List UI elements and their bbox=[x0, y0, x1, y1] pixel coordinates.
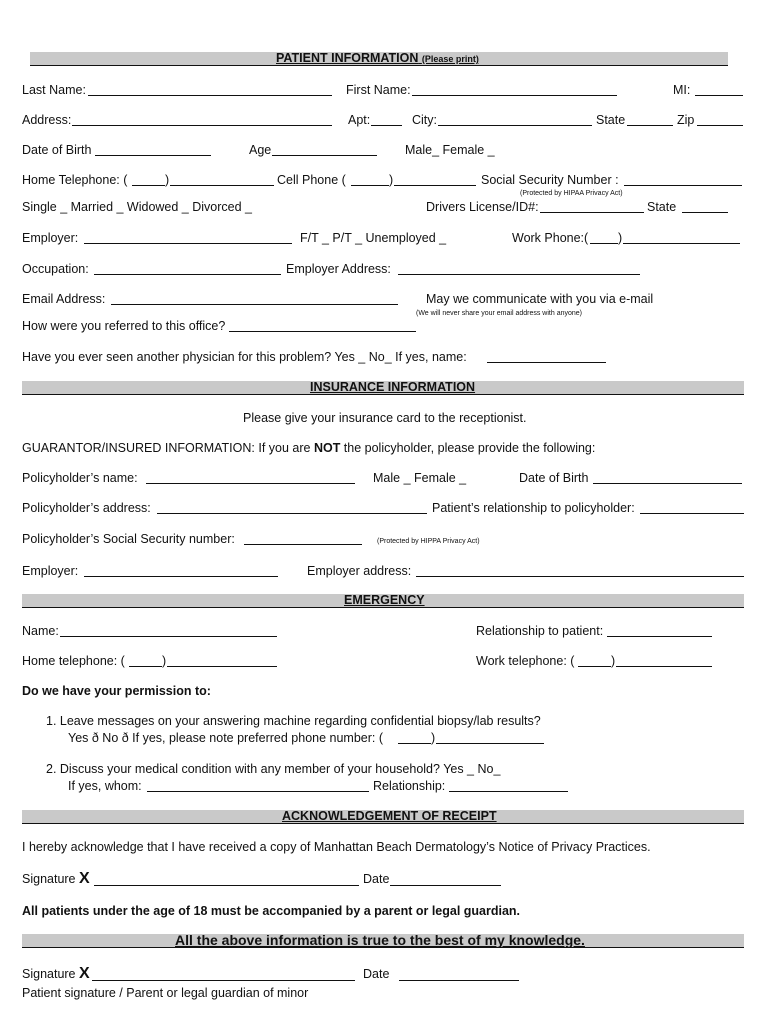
address-label: Address: bbox=[22, 113, 72, 127]
guarantor-text-a: GUARANTOR/INSURED INFORMATION: If you are bbox=[22, 441, 314, 455]
other-physician-name-field[interactable] bbox=[487, 362, 606, 363]
license-state-label: State bbox=[647, 200, 677, 214]
emergency-header: EMERGENCY bbox=[344, 593, 425, 607]
employment-status-options[interactable]: F/T _ P/T _ Unemployed _ bbox=[300, 231, 447, 245]
dob-label: Date of Birth bbox=[22, 143, 92, 157]
attestation-header: All the above information is true to the best of my knowledge. bbox=[175, 932, 585, 948]
home-telephone-field[interactable] bbox=[170, 185, 274, 186]
emergency-work-tel-field[interactable] bbox=[616, 666, 712, 667]
drivers-license-field[interactable] bbox=[540, 212, 644, 213]
employer-field[interactable] bbox=[84, 243, 292, 244]
policyholder-ssn-label: Policyholder’s Social Security number: bbox=[22, 532, 235, 546]
ack-date-label: Date bbox=[363, 872, 390, 886]
patient-info-title: PATIENT INFORMATION bbox=[276, 51, 419, 65]
policyholder-sex-options[interactable]: Male _ Female _ bbox=[373, 471, 467, 485]
paren-close: ) bbox=[618, 231, 623, 245]
preferred-phone-field[interactable] bbox=[436, 743, 544, 744]
home-telephone-label: Home Telephone: ( bbox=[22, 173, 128, 187]
apt-label: Apt: bbox=[348, 113, 371, 127]
license-state-field[interactable] bbox=[682, 212, 728, 213]
emergency-work-tel-area-code[interactable] bbox=[578, 666, 611, 667]
apt-field[interactable] bbox=[371, 125, 402, 126]
referral-field[interactable] bbox=[229, 331, 416, 332]
zip-field[interactable] bbox=[697, 125, 743, 126]
email-communication-question: May we communicate with you via e-mail bbox=[426, 292, 654, 306]
email-label: Email Address: bbox=[22, 292, 106, 306]
household-relationship-label: Relationship: bbox=[373, 779, 446, 793]
age-label: Age bbox=[249, 143, 272, 157]
work-phone-field[interactable] bbox=[623, 243, 740, 244]
paren-close: ) bbox=[431, 731, 436, 745]
ack-signature-x: X bbox=[79, 870, 90, 887]
emergency-work-tel-label: Work telephone: ( bbox=[476, 654, 575, 668]
ssn-label: Social Security Number : bbox=[481, 173, 619, 187]
final-date-label: Date bbox=[363, 967, 390, 981]
policyholder-ssn-field[interactable] bbox=[244, 544, 362, 545]
paren-close: ) bbox=[165, 173, 170, 187]
permission-heading: Do we have your permission to: bbox=[22, 684, 211, 698]
paren-close: ) bbox=[611, 654, 616, 668]
policyholder-address-field[interactable] bbox=[157, 513, 427, 514]
cell-phone-field[interactable] bbox=[394, 185, 476, 186]
policyholder-dob-field[interactable] bbox=[593, 483, 742, 484]
household-whom-field[interactable] bbox=[147, 791, 369, 792]
guarantor-text-c: the policyholder, please provide the following: bbox=[340, 441, 596, 455]
ack-signature-text: Signature bbox=[22, 872, 76, 886]
ack-date-field[interactable] bbox=[390, 885, 501, 886]
relationship-to-policyholder-field[interactable] bbox=[640, 513, 744, 514]
mi-label: MI: bbox=[673, 83, 691, 97]
home-telephone-area-code[interactable] bbox=[132, 185, 165, 186]
last-name-field[interactable] bbox=[88, 95, 332, 96]
work-phone-area-code[interactable] bbox=[590, 243, 618, 244]
minors-notice: All patients under the age of 18 must be accompanied by a parent or legal guardian. bbox=[22, 904, 521, 918]
occupation-field[interactable] bbox=[94, 274, 281, 275]
emergency-home-tel-label: Home telephone: ( bbox=[22, 654, 125, 668]
city-field[interactable] bbox=[438, 125, 592, 126]
state-label: State bbox=[596, 113, 626, 127]
age-field[interactable] bbox=[272, 155, 377, 156]
cell-phone-label: Cell Phone ( bbox=[277, 173, 346, 187]
other-physician-question: Have you ever seen another physician for this problem? Yes _ No_ If yes, name: bbox=[22, 350, 467, 364]
policyholder-address-label: Policyholder’s address: bbox=[22, 501, 151, 515]
policyholder-dob-label: Date of Birth bbox=[519, 471, 589, 485]
permission-question-1: 1. Leave messages on your answering machine regarding confidential biopsy/lab results? bbox=[46, 714, 541, 728]
paren-close: ) bbox=[162, 654, 167, 668]
emergency-home-tel-field[interactable] bbox=[167, 666, 277, 667]
paren-close: ) bbox=[389, 173, 394, 187]
marital-status-options[interactable]: Single _ Married _ Widowed _ Divorced _ bbox=[22, 200, 252, 214]
emergency-name-label: Name: bbox=[22, 624, 59, 638]
last-name-label: Last Name: bbox=[22, 83, 86, 97]
emergency-home-tel-area-code[interactable] bbox=[129, 666, 162, 667]
emergency-header-bar bbox=[22, 594, 744, 608]
preferred-phone-area-code[interactable] bbox=[398, 743, 431, 744]
emergency-relationship-field[interactable] bbox=[607, 636, 712, 637]
emergency-name-field[interactable] bbox=[60, 636, 277, 637]
patient-info-note: (Please print) bbox=[421, 54, 479, 64]
signer-note: Patient signature / Parent or legal guardian of minor bbox=[22, 986, 309, 1000]
final-signature-text: Signature bbox=[22, 967, 76, 981]
policyholder-employer-field[interactable] bbox=[84, 576, 278, 577]
patient-info-header-bar bbox=[30, 52, 728, 66]
final-date-field[interactable] bbox=[399, 980, 519, 981]
dob-field[interactable] bbox=[95, 155, 211, 156]
work-phone-label: Work Phone:( bbox=[512, 231, 589, 245]
drivers-license-label: Drivers License/ID#: bbox=[426, 200, 539, 214]
occupation-label: Occupation: bbox=[22, 262, 89, 276]
employer-address-label: Employer Address: bbox=[286, 262, 391, 276]
final-signature-label bbox=[22, 967, 90, 981]
insurance-header: INSURANCE INFORMATION bbox=[310, 380, 476, 394]
policyholder-name-label: Policyholder’s name: bbox=[22, 471, 138, 485]
sex-options[interactable]: Male_ Female _ bbox=[405, 143, 495, 157]
email-privacy-note: (We will never share your email address with anyone) bbox=[416, 310, 582, 317]
referral-label: How were you referred to this office? bbox=[22, 319, 226, 333]
first-name-field[interactable] bbox=[412, 95, 617, 96]
household-relationship-field[interactable] bbox=[449, 791, 568, 792]
policyholder-name-field[interactable] bbox=[146, 483, 355, 484]
ack-signature-label bbox=[22, 872, 90, 886]
city-label: City: bbox=[412, 113, 437, 127]
zip-label: Zip bbox=[677, 113, 695, 127]
acknowledgement-header-bar bbox=[22, 810, 744, 824]
insurance-header-bar bbox=[22, 381, 744, 395]
final-signature-field[interactable] bbox=[92, 980, 355, 981]
policyholder-employer-address-label: Employer address: bbox=[307, 564, 412, 578]
state-field[interactable] bbox=[627, 125, 673, 126]
final-signature-x: X bbox=[79, 965, 90, 982]
first-name-label: First Name: bbox=[346, 83, 411, 97]
employer-label: Employer: bbox=[22, 231, 79, 245]
emergency-relationship-label: Relationship to patient: bbox=[476, 624, 604, 638]
employer-address-field[interactable] bbox=[398, 274, 640, 275]
household-whom-label: If yes, whom: bbox=[68, 779, 142, 793]
address-field[interactable] bbox=[72, 125, 332, 126]
ssn-field[interactable] bbox=[624, 185, 742, 186]
cell-phone-area-code[interactable] bbox=[351, 185, 389, 186]
privacy-acknowledgement-statement: I hereby acknowledge that I have received a copy of Manhattan Beach Dermatology’s Notice of Privacy Practices. bbox=[22, 840, 651, 854]
permission-question-2: 2. Discuss your medical condition with any member of your household? Yes _ No_ bbox=[46, 762, 501, 776]
permission-1-options[interactable]: Yes ð No ð If yes, please note preferred phone number: ( bbox=[68, 731, 384, 745]
policyholder-privacy-note: (Protected by HIPPA Privacy Act) bbox=[377, 538, 480, 545]
acknowledgement-header: ACKNOWLEDGEMENT OF RECEIPT bbox=[282, 809, 497, 823]
policyholder-employer-address-field[interactable] bbox=[416, 576, 744, 577]
ack-signature-field[interactable] bbox=[94, 885, 359, 886]
mi-field[interactable] bbox=[695, 95, 743, 96]
patient-info-header bbox=[276, 51, 479, 65]
policyholder-employer-label: Employer: bbox=[22, 564, 79, 578]
relationship-to-policyholder-label: Patient’s relationship to policyholder: bbox=[432, 501, 635, 515]
email-field[interactable] bbox=[111, 304, 398, 305]
guarantor-text-not: NOT bbox=[313, 441, 341, 455]
guarantor-instructions bbox=[22, 441, 595, 455]
ssn-privacy-note: (Protected by HIPAA Privacy Act) bbox=[520, 190, 623, 197]
attestation-header-bar bbox=[22, 934, 744, 948]
insurance-card-note: Please give your insurance card to the receptionist. bbox=[243, 411, 527, 425]
